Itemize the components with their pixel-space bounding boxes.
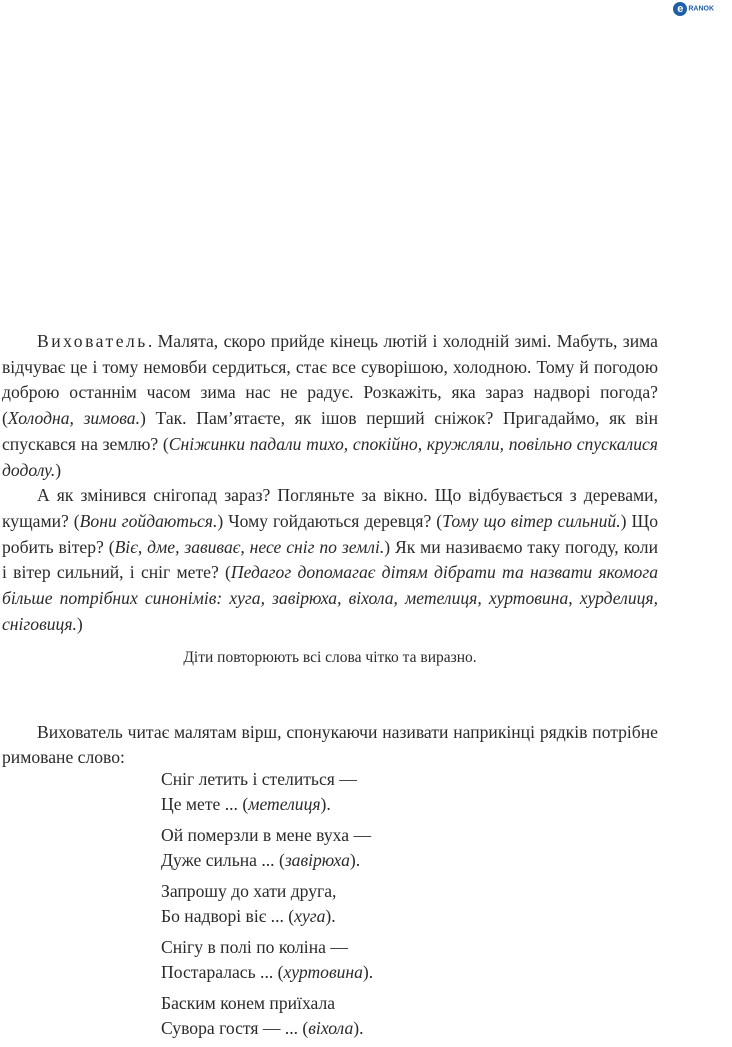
rhyme-answer: метелиця <box>248 794 321 814</box>
main-text <box>2 329 658 637</box>
paragraph-3: Вихователь читає малятам вірш, спонукаючи називати наприкінці рядків потрібне римоване слово: <box>2 722 658 767</box>
paragraph-2 <box>2 483 658 637</box>
poem-line <box>161 904 373 929</box>
poem-line: Снігу в полі по коліна — <box>161 937 348 957</box>
text-span: А як змінився снігопад зараз? Погляньте за вікно. Що відбувається з деревами, кущами? ( <box>2 485 658 531</box>
text-span: ). <box>320 794 331 814</box>
poem-line: Сніг летить і стелиться — <box>161 769 357 789</box>
publisher-logo <box>673 2 714 16</box>
text-span: ) Що робить вітер? ( <box>2 510 658 557</box>
poem-stanza <box>161 879 373 929</box>
poem-stanza <box>161 935 373 985</box>
rhyme-answer: віхола <box>308 1018 354 1038</box>
teacher-note-italic: Педагог допомагає дітям дібрати та назвати якомога більше потрібних синонімів: хуга, завірюха, віхола, метелиця, хуртовина, хурделиця, сніговиця. <box>2 562 658 634</box>
text-span: Це мете ... ( <box>161 794 249 814</box>
poem-stanza <box>161 991 373 1041</box>
poem-line <box>161 960 373 985</box>
text-span: Постаралась ... ( <box>161 962 284 982</box>
rhyme-answer: хуртовина <box>283 962 363 982</box>
text-span: ) <box>76 613 83 634</box>
text-span: . Малята, скоро прийде кінець лютій і холодній зимі. Мабуть, зима відчуває це і тому немовби сердиться, стає все суворішою, холодною. Тому й погодою доброю останнім часом зима нас не радує. Розкажіть, яка зараз надворі погода? ( <box>2 331 658 429</box>
poem-stanza <box>161 767 373 817</box>
rhyme-answer: завірюха <box>284 850 350 870</box>
poem-line: Ой померзли в мене вуха — <box>161 825 372 845</box>
text-span: ). <box>325 906 336 926</box>
text-span: ) Як ми називаємо таку погоду, коли і вітер сильний, і сніг мете? ( <box>2 536 658 583</box>
logo-letter: e <box>673 2 687 16</box>
text-span: ). <box>362 962 374 982</box>
poem-line: Баским конем приїхала <box>161 993 336 1013</box>
text-span: ) <box>55 459 62 480</box>
poem-line <box>161 1016 373 1041</box>
text-span: ). <box>353 1018 364 1038</box>
answer-italic: Холодна, зимова. <box>7 408 140 429</box>
text-span: ). <box>349 850 361 870</box>
text-span: Бо надворі віє ... ( <box>161 906 295 926</box>
poem-stanza <box>161 823 373 873</box>
caption: Діти повторюють всі слова чітко та виразно. <box>183 649 477 666</box>
answer-italic: Віє, дме, завиває, несе сніг по землі. <box>114 536 385 557</box>
logo-text: RANOK <box>688 5 714 13</box>
speaker-label: Вихователь <box>37 331 148 351</box>
answer-italic: Вони гойдаються. <box>79 510 218 531</box>
rhyme-answer: хуга <box>294 906 326 926</box>
answer-italic: Тому що вітер сильний. <box>442 510 621 531</box>
text-span: ) Чому гойдаються деревця? ( <box>217 510 443 531</box>
paragraph-3-block <box>2 720 658 770</box>
text-span: Дуже сильна ... ( <box>161 850 285 870</box>
text-span: ) Так. Пам’ятаєте, як ішов перший сніжок? Пригадаймо, як він спускався на землю? ( <box>2 408 659 454</box>
paragraph-1 <box>2 329 658 483</box>
answer-italic: Сніжинки падали тихо, спокійно, кружляли, повільно спускалися додолу. <box>2 433 658 480</box>
text-span: Сувора гостя — ... ( <box>161 1018 309 1038</box>
poem-line: Запрошу до хати друга, <box>161 881 337 901</box>
poem-line <box>161 792 373 817</box>
poem <box>161 767 373 1047</box>
poem-line <box>161 848 373 873</box>
